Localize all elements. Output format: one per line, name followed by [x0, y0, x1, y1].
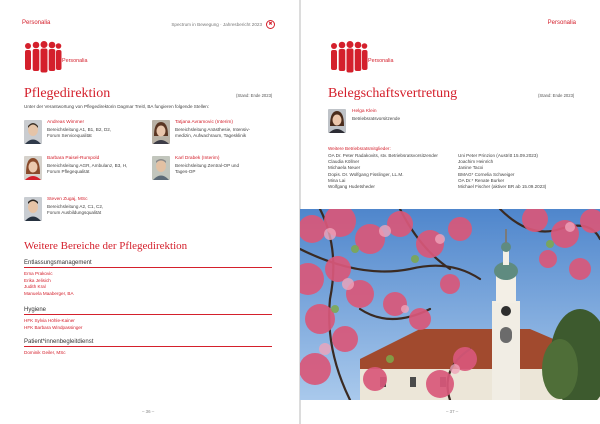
running-header-issue — [171, 20, 275, 29]
section-heading: Patient*innenbegleitdienst — [24, 339, 272, 347]
member-entry: Michael Fischer (aktiver BR ab 15.09.2023) — [458, 184, 547, 190]
person-name: Barbara Paisel-Rumpold — [47, 156, 100, 161]
person-role: Bereichsleitung AGR, Ambulanz, B3, H, Forum Pflegequalität — [47, 162, 128, 175]
person-role: Bereichsleitung Anästhesie, Intensiv- medizin, Aufwachraum, Tagesklinik — [175, 126, 251, 139]
member-entry: Mina Lai — [328, 177, 346, 183]
person-photo — [24, 156, 42, 180]
intro-text: Unter der Verantwortung von Pflegedirektorin Dagmar Treitl, BA fungieren folgende Stellen: — [24, 104, 210, 109]
section-heading: Hygiene — [24, 307, 272, 315]
weitere-heading: Weitere Betriebsratsmitglieder: — [328, 146, 391, 151]
member-entry: Michaela Neuer — [328, 165, 361, 171]
person-name: Andreas Wimmer — [47, 120, 85, 125]
person-role: Betriebsratsvorsitzende — [352, 115, 401, 121]
section-item: Manuela Maaberger, BA — [24, 290, 74, 296]
page-number: – 37 – — [446, 409, 459, 414]
member-entry: Uni Peter Prinzion (Austritt 15.09.2023) — [458, 153, 538, 158]
running-header-section: Personalia — [22, 20, 51, 26]
person-role: Bereichsleitung Zentral-OP und Tages-OP — [175, 162, 240, 175]
people-group-icon — [22, 40, 62, 76]
running-header-section: Personalia — [547, 20, 576, 26]
subtitle: Weitere Bereiche der Pflegedirektion — [24, 240, 188, 252]
member-entry: OA Dr.* Renate Burker — [458, 177, 505, 183]
members-column-left — [328, 153, 438, 190]
person-role: Bereichsleitung A2, C1, C2, Forum Ausbildungsqualität — [47, 203, 104, 216]
section-item: HFK Sylvia Höhle-Kainer — [24, 318, 75, 323]
section-item: HFK Barbara Windpassinger — [24, 324, 83, 330]
section-item: Judith Kral — [24, 284, 46, 290]
page-title: Pflegedirektion — [24, 86, 111, 101]
spectrum-logo-icon: ✖ — [266, 20, 275, 29]
person-photo — [24, 197, 42, 221]
blossom-church-photo — [300, 209, 600, 400]
member-entry: Janine Tacxi — [458, 165, 484, 171]
section-patientenbegleitdienst — [24, 339, 272, 357]
section-entlassungsmanagement — [24, 260, 272, 297]
members-column-right — [458, 153, 546, 190]
person-photo — [24, 120, 42, 144]
person-card — [24, 197, 103, 221]
person-photo — [328, 109, 346, 133]
person-card — [152, 156, 239, 180]
person-name: Steven Zugaj, MSc — [47, 197, 88, 202]
section-label: Personalia — [368, 58, 394, 64]
section-label: Personalia — [62, 58, 88, 64]
stand-note: (Stand: Ende 2023) — [538, 93, 575, 98]
person-name: Helga Klein — [352, 109, 377, 114]
person-name: Karl Drabek (Interim) — [175, 156, 220, 161]
person-card — [328, 109, 400, 133]
person-card — [152, 120, 250, 144]
section-item: Erika Jelisich — [24, 277, 51, 283]
page-number: – 36 – — [142, 409, 155, 414]
person-card — [24, 120, 111, 144]
person-role: Bereichsleitung A1, B1, B2, D2, Forum Servicequalität — [47, 126, 112, 139]
section-heading: Entlassungsmanagement — [24, 260, 272, 268]
member-entry: Joachim Heinrich — [458, 159, 494, 165]
running-header-issue-text: Spectrum in Bewegung · Jahresbericht 2023 — [171, 22, 262, 27]
person-card — [24, 156, 127, 180]
left-page — [0, 0, 299, 424]
member-entry: BMAG* Cornelia Schweiger — [458, 171, 515, 177]
section-item: Erna Prakovic — [24, 271, 53, 276]
person-photo — [152, 156, 170, 180]
person-photo — [152, 120, 170, 144]
page-title: Belegschaftsvertretung — [328, 86, 458, 101]
section-item: Dominik Geiler, MSc — [24, 350, 66, 355]
people-group-icon — [328, 40, 368, 76]
person-name: Tatjana Avramovic (Interim) — [175, 120, 234, 125]
member-entry: Claudia Köllner — [328, 159, 360, 165]
member-entry: Wolfgang Hudetsheder — [328, 184, 375, 190]
member-entry: Dopis. Dr. Wolfgang Fisslinger, LL.M. — [328, 171, 404, 177]
member-entry: OA Dr. Peter Radakovits, stv. Betriebsratsvorsitzender — [328, 153, 438, 158]
stand-note: (Stand: Ende 2023) — [236, 93, 273, 98]
section-hygiene — [24, 307, 272, 331]
